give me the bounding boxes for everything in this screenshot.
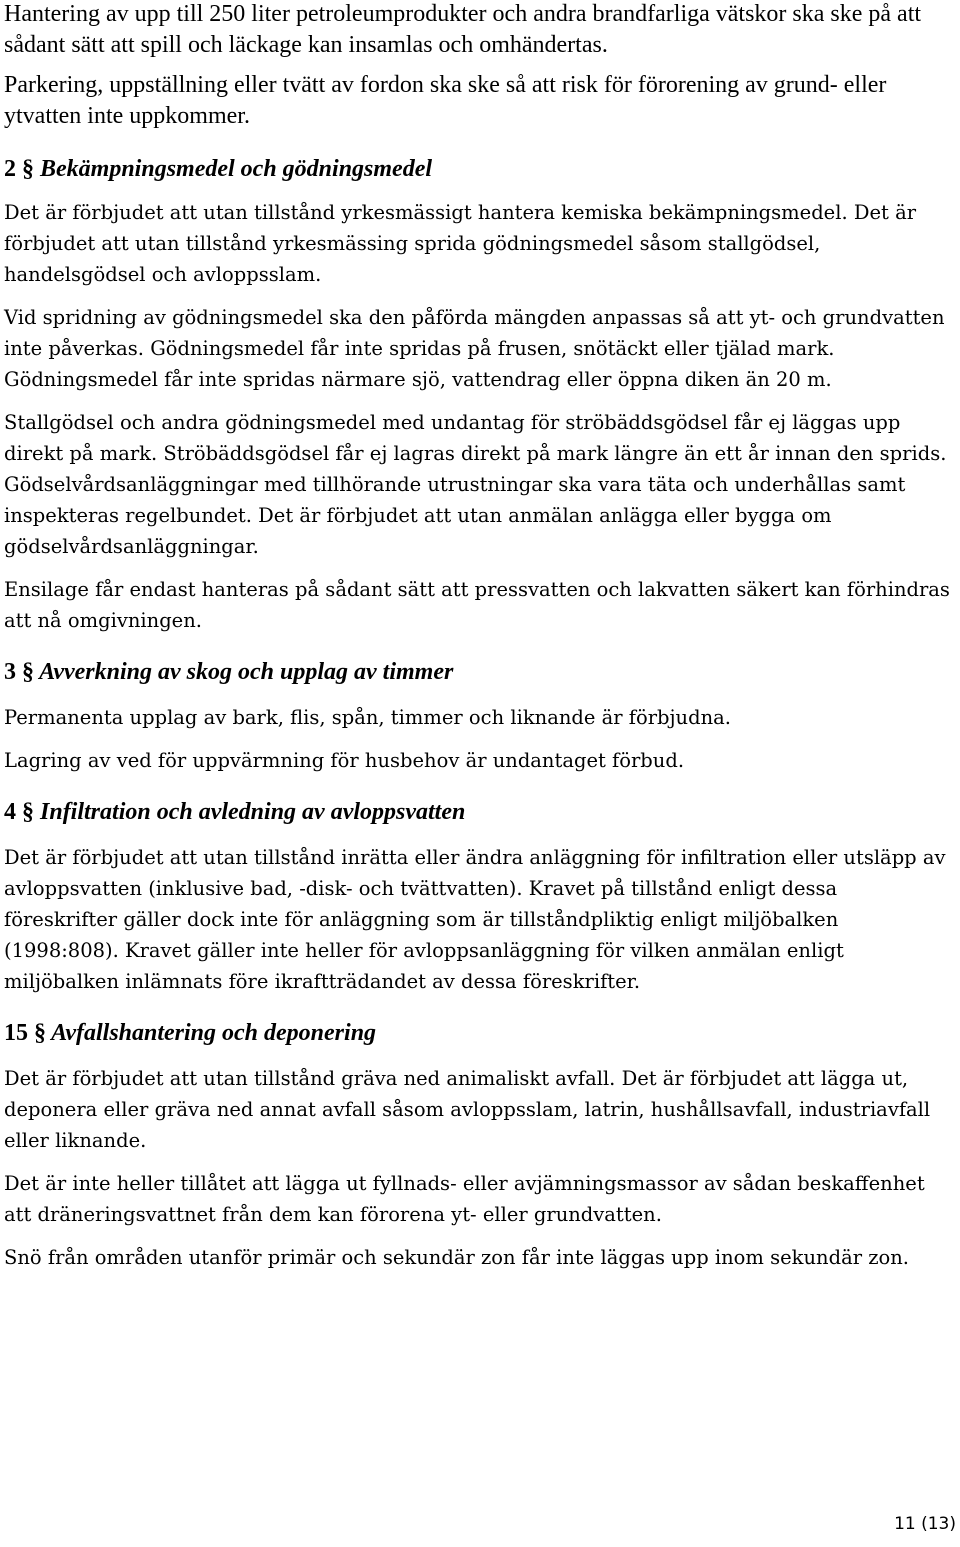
section-4-heading: [4, 797, 954, 828]
section-2-paragraph-3: Stallgödsel och andra gödningsmedel med undantag för ströbäddsgödsel får ej läggas upp direkt på mark. Ströbäddsgödsel får ej lagras direkt på mark längre än ett år innan den sprids. Gödselvårdsanläggningar med tillhörande utrustningar ska vara täta och underhållas samt inspekteras regelbundet. Det är förbjudet att utan anmälan anlägga eller bygga om gödselvårdsanläggningar.: [4, 411, 947, 558]
section-title: Bekämpningsmedel och gödningsmedel: [40, 156, 433, 182]
section-15-heading: [4, 1018, 954, 1049]
section-number: 2: [4, 156, 16, 182]
section-number: 3: [4, 659, 16, 685]
section-15-paragraph-2: Det är inte heller tillåtet att lägga ut fyllnads- eller avjämningsmassor av sådan beskaffenhet att dräneringsvattnet från dem kan förorena yt- eller grundvatten.: [4, 1172, 925, 1226]
section-title: Avfallshantering och deponering: [51, 1020, 377, 1046]
section-2-paragraph-2: Vid spridning av gödningsmedel ska den påförda mängden anpassas så att yt- och grundvatten inte påverkas. Gödningsmedel får inte spridas på frusen, snötäckt eller tjälad mark. Gödningsmedel får inte spridas närmare sjö, vattendrag eller öppna diken än 20 m.: [4, 306, 945, 391]
section-title: Avverkning av skog och upplag av timmer: [39, 659, 454, 685]
section-title: Infiltration och avledning av avloppsvatten: [40, 799, 466, 825]
section-2-paragraph-1: Det är förbjudet att utan tillstånd yrkesmässigt hantera kemiska bekämpningsmedel. Det är förbjudet att utan tillstånd yrkesmässing sprida gödningsmedel såsom stallgödsel, handelsgödsel och avloppsslam.: [4, 201, 917, 286]
section-3-paragraph-1: Permanenta upplag av bark, flis, spån, timmer och liknande är förbjudna.: [4, 706, 731, 729]
section-2-heading: [4, 154, 954, 185]
intro-paragraph-2: Parkering, uppställning eller tvätt av fordon ska ske så att risk för förorening av grund- eller ytvatten inte uppkommer.: [4, 72, 887, 129]
section-15-paragraph-1: Det är förbjudet att utan tillstånd gräva ned animaliskt avfall. Det är förbjudet att lägga ut, deponera eller gräva ned annat avfall såsom avloppsslam, latrin, hushållsavfall, industriavfall eller liknande.: [4, 1067, 931, 1152]
document-page: [4, 0, 954, 1273]
section-symbol: §: [22, 659, 34, 685]
section-symbol: §: [34, 1020, 46, 1046]
page-number: 11 (13): [894, 1514, 956, 1534]
section-2-paragraph-4: Ensilage får endast hanteras på sådant sätt att pressvatten och lakvatten säkert kan förhindras att nå omgivningen.: [4, 578, 950, 632]
section-number: 15: [4, 1020, 28, 1046]
section-15-paragraph-3: Snö från områden utanför primär och sekundär zon får inte läggas upp inom sekundär zon.: [4, 1246, 909, 1269]
section-symbol: §: [22, 156, 34, 182]
section-3-paragraph-2: Lagring av ved för uppvärmning för husbehov är undantaget förbud.: [4, 749, 685, 772]
section-number: 4: [4, 799, 16, 825]
intro-paragraph-1: Hantering av upp till 250 liter petroleumprodukter och andra brandfarliga vätskor ska ske på att sådant sätt att spill och läckage kan insamlas och omhändertas.: [4, 1, 922, 58]
section-symbol: §: [22, 799, 34, 825]
section-3-heading: [4, 657, 954, 688]
section-4-paragraph-1: Det är förbjudet att utan tillstånd inrätta eller ändra anläggning för infiltration eller utsläpp av avloppsvatten (inklusive bad, -disk- och tvättvatten). Kravet på tillstånd enligt dessa föreskrifter gäller dock inte för anläggning som är tillståndpliktig enligt miljöbalken (1998:808). Kravet gäller inte heller för avloppsanläggning för vilken anmälan enligt miljöbalken inlämnats före ikraftträdandet av dessa föreskrifter.: [4, 846, 946, 993]
